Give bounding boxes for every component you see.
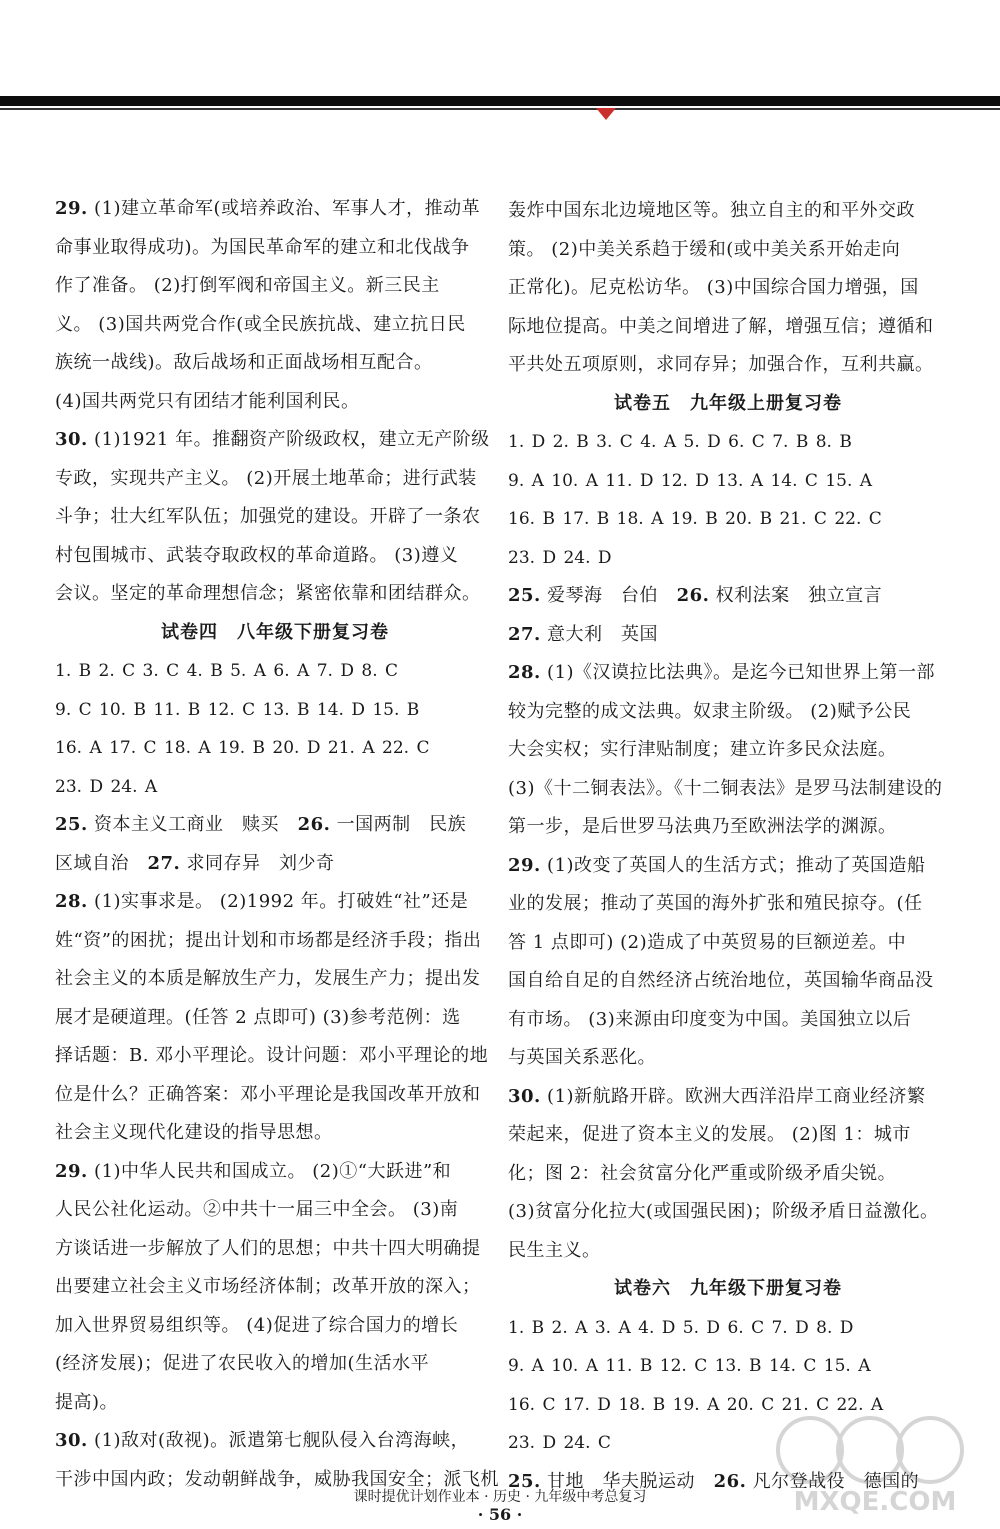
text-line bbox=[508, 770, 948, 809]
left-column bbox=[55, 190, 499, 1499]
text-line bbox=[55, 922, 495, 961]
answer-text: 命事业取得成功)。为国民革命军的建立和北伐战争 bbox=[55, 236, 470, 258]
text-line bbox=[55, 1037, 495, 1076]
text-line bbox=[55, 1230, 495, 1269]
text-line bbox=[508, 847, 948, 886]
answer-text: (1)中华人民共和国成立。 (2)①“大跃进”和 bbox=[87, 1160, 452, 1182]
question-number: 26. bbox=[713, 1470, 747, 1492]
answer-text: 平共处五项原则，求同存异；加强合作，互利共赢。 bbox=[508, 354, 934, 375]
answer-text: (经济发展)；促进了农民收入的增加(生活水平 bbox=[55, 1353, 430, 1374]
text-line bbox=[508, 924, 948, 963]
answer-text: (3)《十二铜表法》。《十二铜表法》是罗马法制建设的 bbox=[508, 777, 943, 799]
choice-answers-row: 23. D 24. C bbox=[508, 1433, 611, 1453]
answer-text: 大会实权；实行津贴制度；建立许多民众法庭。 bbox=[508, 739, 897, 760]
answer-text: 专政，实现共产主义。 (2)开展土地革命；进行武装 bbox=[55, 467, 477, 489]
text-line bbox=[508, 1001, 948, 1040]
answer-text: 方谈话进一步解放了人们的思想；中共十四大明确提 bbox=[55, 1237, 481, 1259]
answer-text: 一国两制 民族 bbox=[330, 814, 467, 835]
choice-answers-row: 1. B 2. A 3. A 4. D 5. D 6. C 7. D 8. D bbox=[508, 1317, 854, 1338]
question-number: 29. bbox=[55, 198, 88, 219]
text-line bbox=[508, 231, 948, 270]
choice-answers-row: 16. C 17. D 18. B 19. A 20. C 21. C 22. A bbox=[508, 1394, 884, 1415]
choice-answers-row: 1. B 2. C 3. C 4. B 5. A 6. A 7. D 8. C bbox=[55, 661, 399, 681]
text-line bbox=[55, 1307, 495, 1346]
choice-answers-row: 16. B 17. B 18. A 19. B 20. B 21. C 22. C bbox=[508, 509, 882, 529]
answer-text: 荣起来，促进了资本主义的发展。 (2)图 1：城市 bbox=[508, 1124, 911, 1145]
text-line bbox=[55, 1076, 495, 1115]
answer-text: 人民公社化运动。②中共十一届三中全会。 (3)南 bbox=[55, 1199, 459, 1220]
text-line bbox=[508, 1039, 948, 1078]
text-line bbox=[508, 1116, 948, 1155]
text-line bbox=[508, 1155, 948, 1194]
answer-text: 有市场。 (3)来源由印度变为中国。美国独立以后 bbox=[508, 1008, 912, 1030]
answer-text: 干涉中国内政；发动朝鲜战争，威胁我国安全；派飞机 bbox=[55, 1468, 499, 1490]
question-number: 25. bbox=[508, 585, 541, 606]
text-line bbox=[55, 999, 495, 1038]
answer-text: 出要建立社会主义市场经济体制；改革开放的深入； bbox=[55, 1276, 481, 1297]
text-line bbox=[55, 883, 495, 922]
section-heading: 试卷六 九年级下册复习卷 bbox=[614, 1278, 842, 1299]
answer-text: 答 1 点即可) (2)造成了中英贸易的巨额逆差。中 bbox=[508, 931, 907, 953]
answer-text: 姓“资”的困扰；提出计划和市场都是经济手段；指出 bbox=[55, 929, 482, 951]
text-line bbox=[55, 383, 495, 422]
choice-answers-row: 16. A 17. C 18. A 19. B 20. D 21. A 22. C bbox=[55, 738, 430, 758]
text-line bbox=[55, 1191, 495, 1230]
answer-text: 际地位提高。中美之间增进了解，增强互信；遵循和 bbox=[508, 315, 934, 337]
answer-text: 村包围城市、武装夺取政权的革命道路。 (3)遵义 bbox=[55, 544, 459, 566]
answer-text: (3)贫富分化拉大(或国强民困)；阶级矛盾日益激化。 bbox=[508, 1201, 939, 1222]
answer-text: 义。 (3)国共两党合作(或全民族抗战、建立抗日民 bbox=[55, 313, 466, 335]
text-line bbox=[55, 845, 495, 884]
red-marker bbox=[596, 108, 616, 120]
text-line bbox=[508, 616, 948, 655]
text-line bbox=[508, 808, 948, 847]
answer-text: (4)国共两党只有团结才能利国利民。 bbox=[55, 390, 360, 412]
answer-text: 社会主义的本质是解放生产力，发展生产力；提出发 bbox=[55, 968, 481, 989]
text-line bbox=[55, 460, 495, 499]
answer-text: 加入世界贸易组织等。 (4)促进了综合国力的增长 bbox=[55, 1314, 459, 1336]
question-number: 28. bbox=[508, 662, 541, 683]
answer-text: 业的发展；推动了英国的海外扩张和殖民掠夺。(任 bbox=[508, 893, 923, 914]
answer-text: 意大利 英国 bbox=[540, 623, 659, 645]
answer-text: 甘地 华夫脱运动 bbox=[540, 1470, 714, 1492]
answer-text: 凡尔登战役 德国的 bbox=[746, 1470, 920, 1492]
section-heading: 试卷五 九年级上册复习卷 bbox=[614, 392, 842, 414]
text-line bbox=[55, 190, 495, 229]
text-line bbox=[508, 577, 948, 616]
text-line bbox=[55, 537, 495, 576]
answer-text: (1)新航路开辟。欧洲大西洋沿岸工商业经济繁 bbox=[540, 1085, 926, 1107]
text-line bbox=[508, 192, 948, 231]
choice-answers-row: 9. A 10. A 11. B 12. C 13. B 14. C 15. A bbox=[508, 1356, 871, 1376]
choice-answers-row: 23. D 24. D bbox=[508, 547, 612, 568]
answer-text: 轰炸中国东北边境地区等。独立自主的和平外交政 bbox=[508, 200, 915, 221]
answer-text: 权利法案 独立宣言 bbox=[709, 585, 883, 606]
question-number: 28. bbox=[55, 891, 88, 912]
question-number: 30. bbox=[55, 1430, 88, 1451]
svg-text:MXQE.COM: MXQE.COM bbox=[793, 1487, 957, 1517]
question-number: 30. bbox=[508, 1085, 541, 1107]
text-line bbox=[55, 498, 495, 537]
footer-title: 课时提优计划作业本 · 历史 · 九年级中考总复习 bbox=[353, 1489, 647, 1505]
answer-text: 策。 (2)中美关系趋于缓和(或中美关系开始走向 bbox=[508, 238, 901, 260]
text-line bbox=[508, 1232, 948, 1271]
choice-answers-row: 1. D 2. B 3. C 4. A 5. D 6. C 7. B 8. B bbox=[508, 432, 852, 452]
answer-text: (1)1921 年。推翻资产阶级政权，建立无产阶级 bbox=[87, 429, 490, 450]
question-number: 26. bbox=[676, 585, 710, 606]
answer-text: 较为完整的成文法典。奴隶主阶级。 (2)赋予公民 bbox=[508, 700, 912, 722]
answer-text: 社会主义现代化建设的指导思想。 bbox=[55, 1122, 333, 1143]
text-line bbox=[55, 1422, 495, 1461]
answer-text: (1)改变了英国人的生活方式；推动了英国造船 bbox=[540, 854, 926, 876]
text-line bbox=[55, 306, 495, 345]
answer-text: 与英国关系恶化。 bbox=[508, 1047, 656, 1068]
choice-answers-row: 9. C 10. B 11. B 12. C 13. B 14. D 15. B bbox=[55, 699, 420, 720]
text-line bbox=[55, 575, 495, 614]
text-line bbox=[508, 654, 948, 693]
watermark-logo bbox=[770, 1410, 980, 1520]
answer-text: 求同存异 刘少奇 bbox=[180, 852, 335, 874]
answer-text: 资本主义工商业 赎买 bbox=[87, 814, 298, 835]
answer-text: 提高)。 bbox=[55, 1391, 119, 1413]
question-number: 25. bbox=[55, 814, 88, 835]
text-line bbox=[508, 1078, 948, 1117]
answer-text: 第一步，是后世罗马法典乃至欧洲法学的渊源。 bbox=[508, 816, 897, 837]
question-number: 30. bbox=[55, 429, 88, 450]
text-line bbox=[55, 344, 495, 383]
answer-text: 位是什么？正确答案：邓小平理论是我国改革开放和 bbox=[55, 1083, 481, 1105]
answer-text: 国自给自足的自然经济占统治地位，英国输华商品没 bbox=[508, 970, 934, 991]
question-number: 27. bbox=[508, 623, 541, 645]
answer-text: 族统一战线)。敌后战场和正面战场相互配合。 bbox=[55, 352, 433, 373]
text-line bbox=[55, 1268, 495, 1307]
text-line bbox=[55, 1384, 495, 1423]
text-line bbox=[55, 421, 495, 460]
question-number: 27. bbox=[147, 852, 181, 874]
text-line bbox=[508, 693, 948, 732]
answer-text: 会议。坚定的革命理想信念；紧密依靠和团结群众。 bbox=[55, 583, 481, 604]
text-line bbox=[55, 1345, 495, 1384]
answer-text: 化；图 2：社会贫富分化严重或阶级矛盾尖锐。 bbox=[508, 1162, 897, 1184]
answer-text: 择话题：B. 邓小平理论。设计问题：邓小平理论的地 bbox=[55, 1045, 489, 1066]
choice-answers-row: 23. D 24. A bbox=[55, 776, 158, 797]
question-number: 26. bbox=[297, 814, 331, 835]
answer-text: 正常化)。尼克松访华。 (3)中国综合国力增强，国 bbox=[508, 277, 919, 298]
question-number: 25. bbox=[508, 1470, 541, 1492]
text-line bbox=[508, 731, 948, 770]
text-line bbox=[55, 1114, 495, 1153]
page-number: · 56 · bbox=[477, 1505, 523, 1524]
choice-answers-row: 9. A 10. A 11. D 12. D 13. A 14. C 15. A bbox=[508, 470, 873, 491]
answer-text: 民生主义。 bbox=[508, 1239, 601, 1261]
question-number: 29. bbox=[508, 854, 541, 876]
answer-text: (1)实事求是。 (2)1992 年。打破姓“社”还是 bbox=[87, 891, 469, 912]
answer-text: (1)敌对(敌视)。派遣第七舰队侵入台湾海峡， bbox=[87, 1430, 470, 1451]
text-line bbox=[55, 806, 495, 845]
text-line bbox=[55, 267, 495, 306]
answer-text: (1)建立革命军(或培养政治、军事人才，推动革 bbox=[87, 198, 481, 219]
text-line bbox=[508, 308, 948, 347]
header-rule-thin bbox=[0, 108, 1000, 110]
text-line bbox=[508, 269, 948, 308]
question-number: 29. bbox=[55, 1160, 88, 1182]
text-line bbox=[508, 885, 948, 924]
answer-text: 爱琴海 台伯 bbox=[540, 585, 677, 606]
answer-text: 斗争；壮大红军队伍；加强党的建设。开辟了一条农 bbox=[55, 506, 481, 527]
answer-text: 作了准备。 (2)打倒军阀和帝国主义。新三民主 bbox=[55, 275, 440, 296]
text-line bbox=[508, 346, 948, 385]
text-line bbox=[55, 1153, 495, 1192]
text-line bbox=[55, 960, 495, 999]
text-line bbox=[508, 962, 948, 1001]
section-heading: 试卷四 八年级下册复习卷 bbox=[161, 621, 389, 643]
answer-text: 展才是硬道理。(任答 2 点即可) (3)参考范例：选 bbox=[55, 1006, 461, 1028]
header-rule bbox=[0, 96, 1000, 106]
text-line bbox=[508, 1193, 948, 1232]
right-column bbox=[508, 192, 948, 1501]
text-line bbox=[55, 229, 495, 268]
answer-text: 区域自治 bbox=[55, 852, 148, 874]
answer-text: (1)《汉谟拉比法典》。是迄今已知世界上第一部 bbox=[540, 662, 936, 683]
